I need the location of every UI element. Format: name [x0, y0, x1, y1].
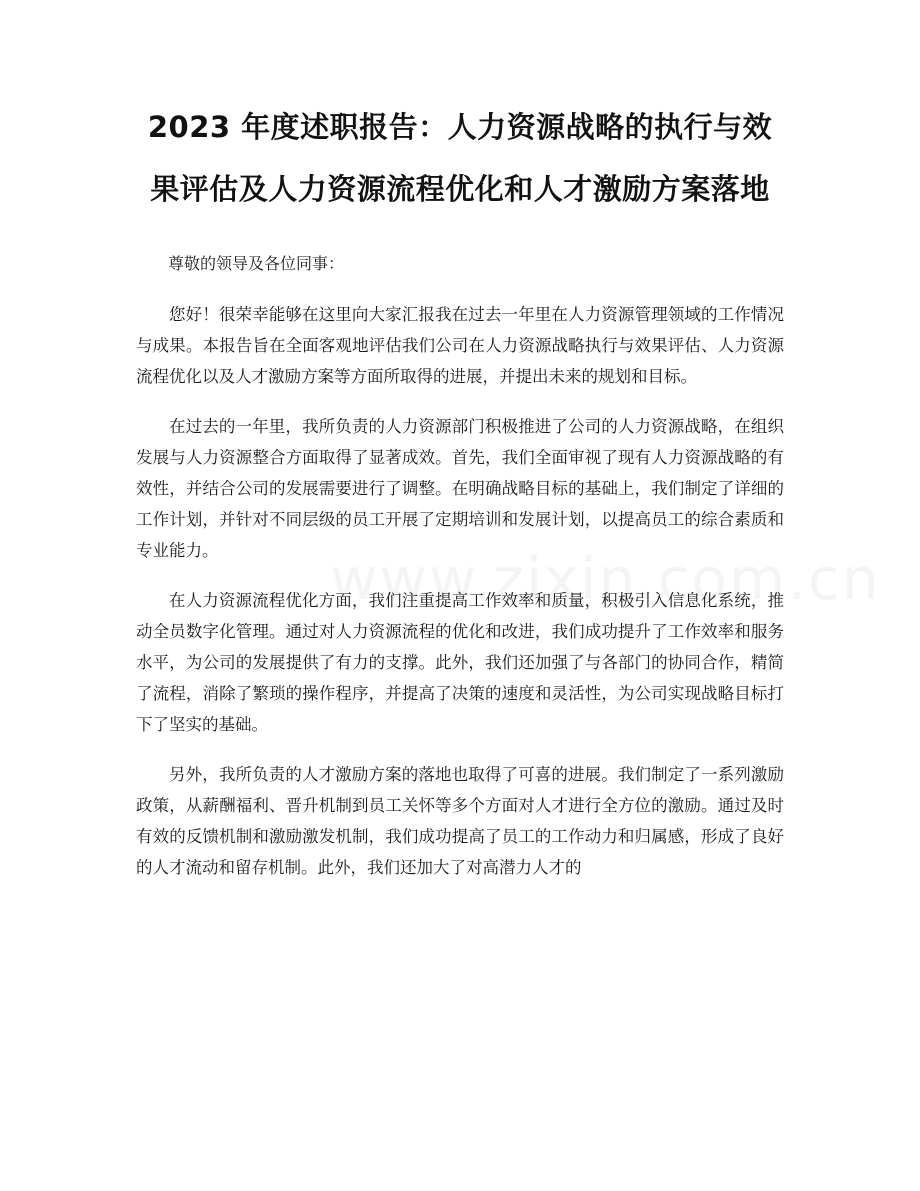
document-title: 2023 年度述职报告：人力资源战略的执行与效果评估及人力资源流程优化和人才激励方案落地 [147, 110, 773, 206]
paragraph-talent-incentive: 另外，我所负责的人才激励方案的落地也取得了可喜的进展。我们制定了一系列激励政策，从薪酬福利、晋升机制到员工关怀等多个方面对人才进行全方位的激励。通过及时有效的反馈机制和激励激发机制，我们成功提高了员工的工作动力和归属感，形成了良好的人才流动和留存机制。此外，我们还加大了对高潜力人才的 [136, 765, 784, 877]
paragraph-strategy: 在过去的一年里，我所负责的人力资源部门积极推进了公司的人力资源战略，在组织发展与人力资源整合方面取得了显著成效。首先，我们全面审视了现有人力资源战略的有效性，并结合公司的发展需要进行了调整。在明确战略目标的基础上，我们制定了详细的工作计划，并针对不同层级的员工开展了定期培训和发展计划，以提高员工的综合素质和专业能力。 [136, 417, 784, 560]
salutation: 尊敬的领导及各位同事： [168, 254, 345, 273]
paragraph-intro: 您好！很荣幸能够在这里向大家汇报我在过去一年里在人力资源管理领域的工作情况与成果。本报告旨在全面客观地评估我们公司在人力资源战略执行与效果评估、人力资源流程优化以及人才激励方案等方面所取得的进展，并提出未来的规划和目标。 [136, 305, 784, 386]
paragraph-process-optimization: 在人力资源流程优化方面，我们注重提高工作效率和质量，积极引入信息化系统，推动全员数字化管理。通过对人力资源流程的优化和改进，我们成功提升了工作效率和服务水平，为公司的发展提供了有力的支撑。此外，我们还加强了与各部门的协同合作，精简了流程，消除了繁琐的操作程序，并提高了决策的速度和灵活性，为公司实现战略目标打下了坚实的基础。 [136, 591, 784, 734]
